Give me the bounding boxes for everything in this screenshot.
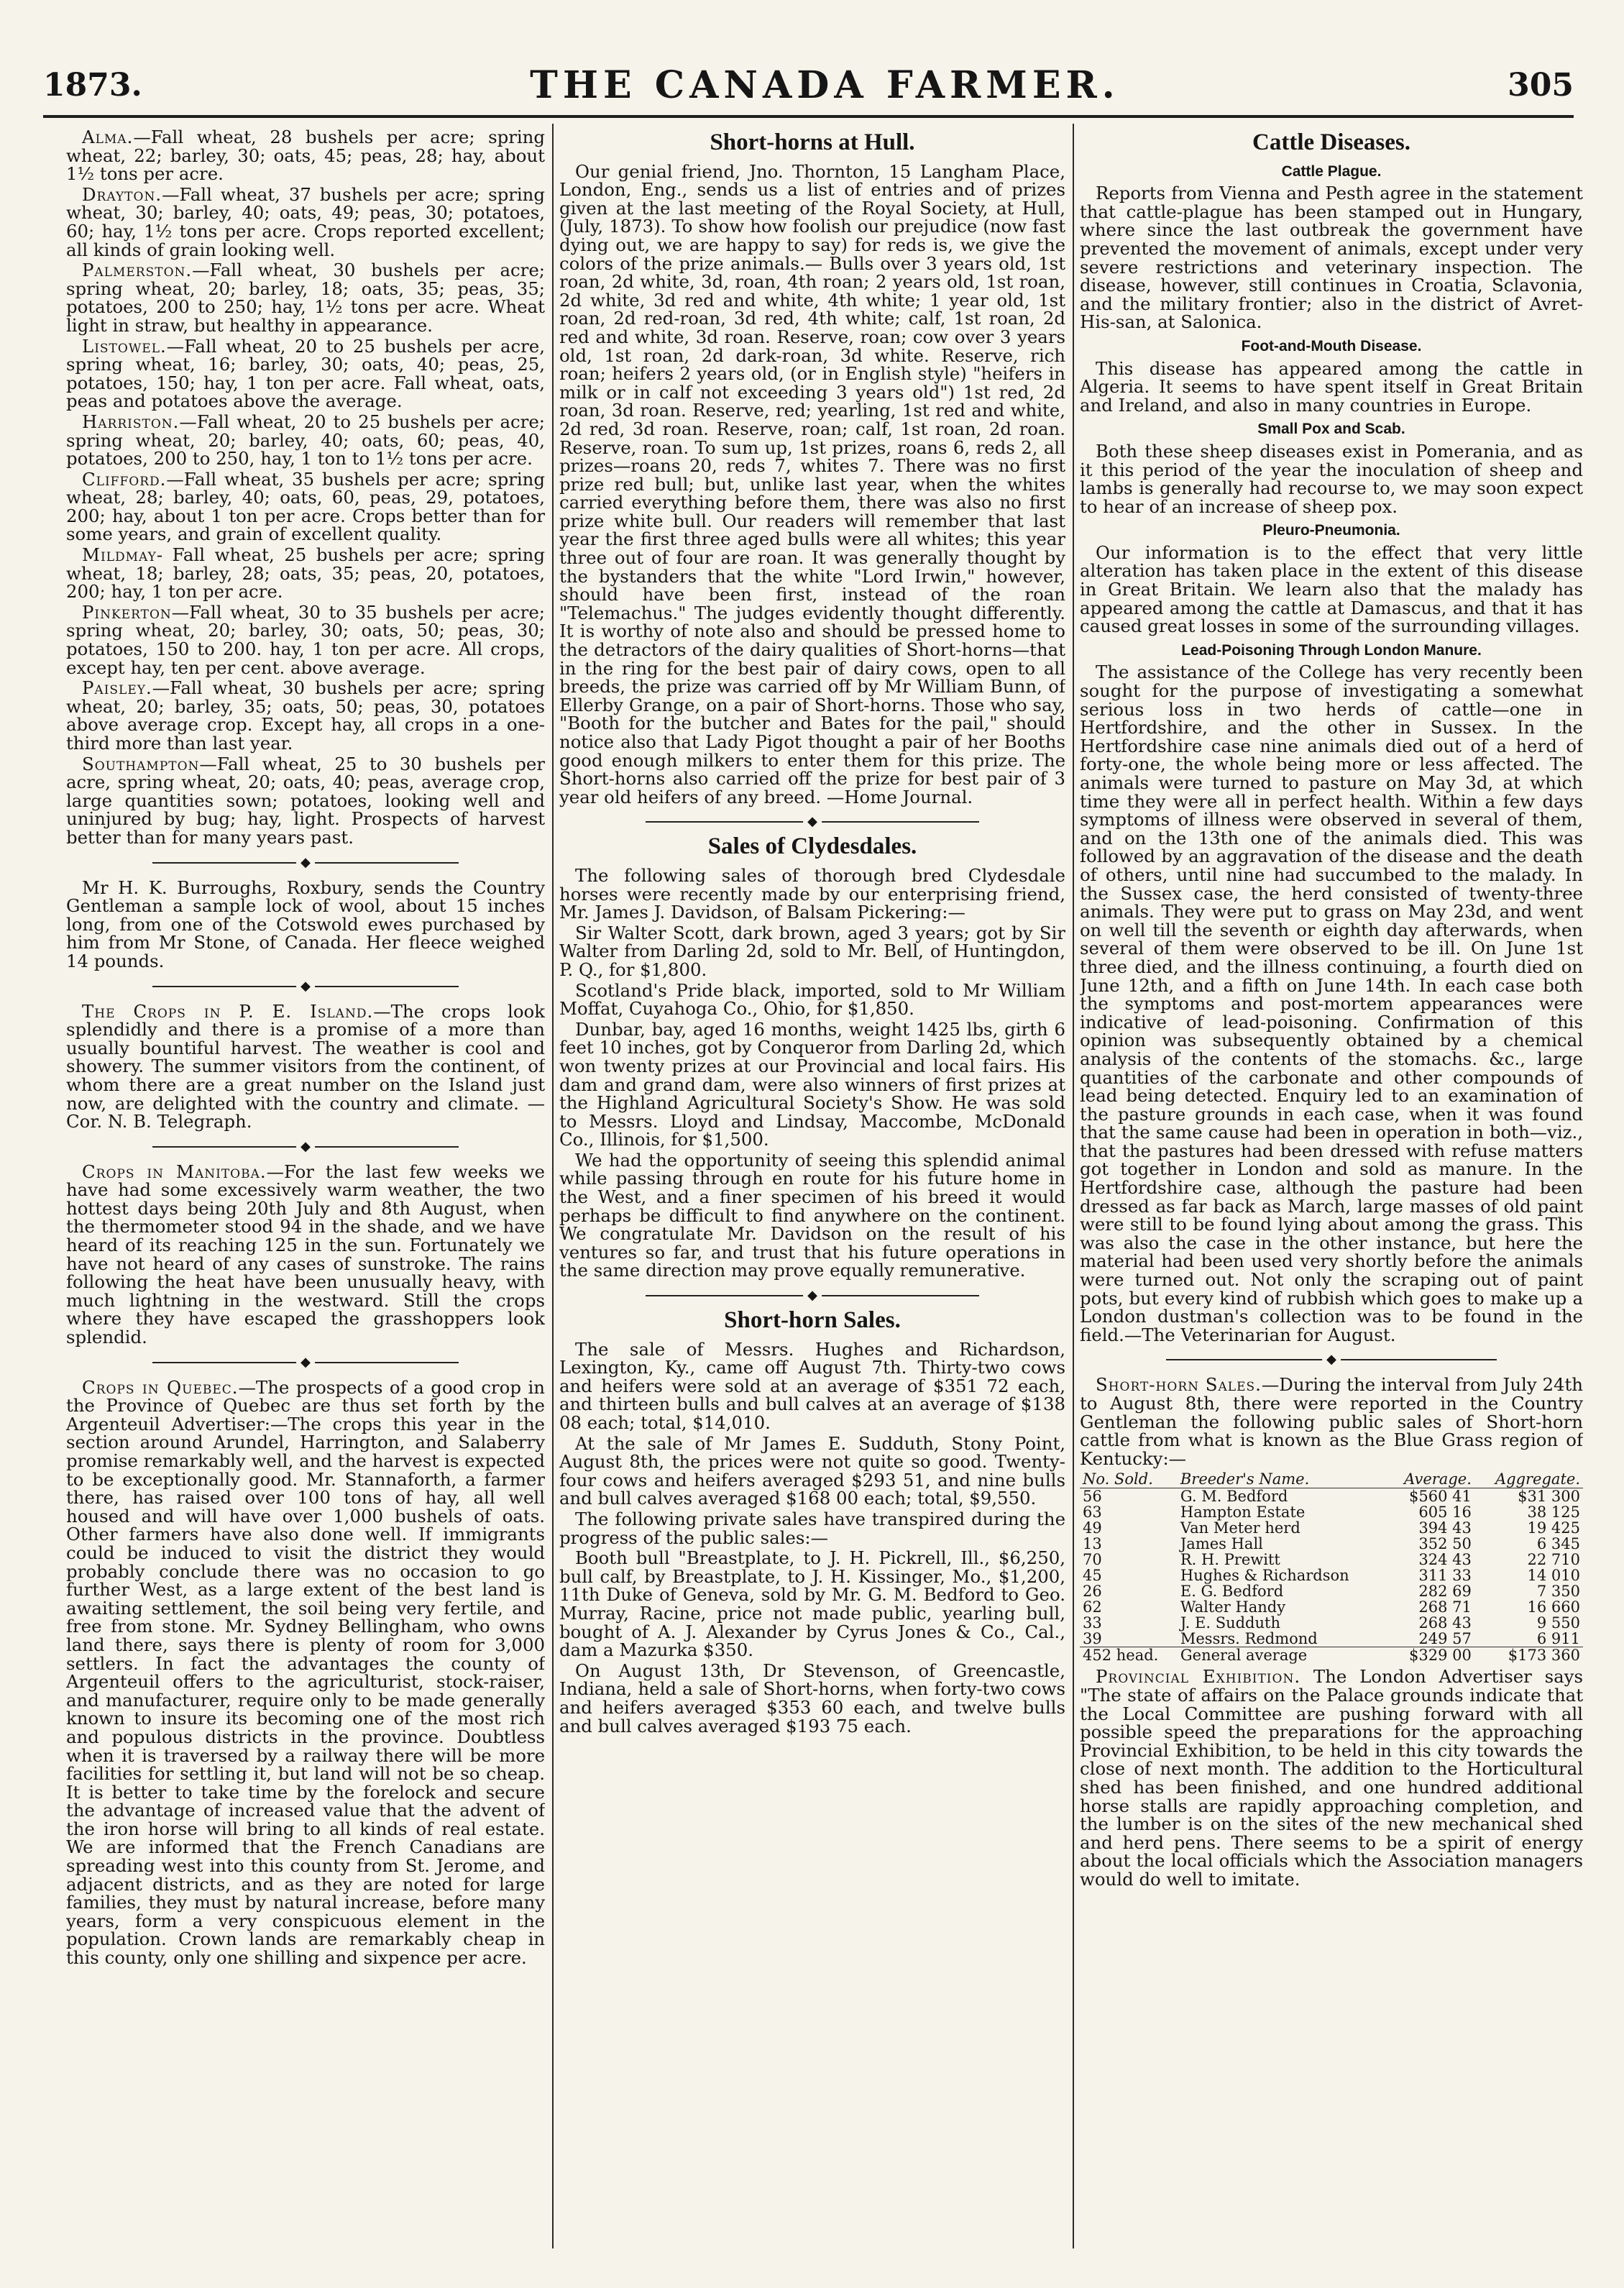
table-cell: $173 360 bbox=[1474, 1647, 1583, 1664]
crop-report bbox=[66, 183, 545, 260]
masthead-rule bbox=[43, 115, 1574, 118]
crop-report bbox=[66, 337, 545, 411]
table-row bbox=[1080, 1504, 1583, 1520]
table-cell: Walter Handy bbox=[1180, 1598, 1286, 1616]
clydesdale-sale: Dunbar, bay, aged 16 months, weight 1425 lbs, girth 6 feet 10 inches, got by Conqueror from Darling 2d, which won twenty prizes at our Provincial and local fairs. His dam and grand dam, were also winners of first prizes at the Highland Agricultural Society's Show. He was sold to Messrs. Lloyd and Lindsay, Maccombe, McDonald Co., Illinois, for $1,500. bbox=[559, 1018, 1065, 1150]
table-cell: 22 710 bbox=[1527, 1551, 1580, 1569]
table-cell: General average bbox=[1178, 1647, 1387, 1664]
manitoba-text: —For the last few weeks we have had some excessively warm weather, the two hottest days being 20th July and 8th August, when the thermometer stood 94 in the shade, and we have heard of its reaching 125 in the sun. Fortunately we have not heard of any cases of sunstroke. The rains following the heat have been unusually heavy, with much lightning in the westward. Still the crops where they have escaped the grasshoppers look splendid. bbox=[66, 1161, 545, 1348]
publication-title: THE CANADA FARMER. bbox=[530, 63, 1120, 107]
table-cell: 324 43 bbox=[1418, 1551, 1472, 1569]
hull-heading: Short-horns at Hull. bbox=[710, 129, 915, 155]
crop-report-text: —Fall wheat, 30 to 35 bushels per acre; spring wheat, 20; barley, 30; oats, 50; peas, 30; potatoes, 150 to 200. hay, 1 ton per acre. All crops, except hay, ten per cent. above average. bbox=[66, 601, 545, 678]
quebec-text: —The prospects of a good crop in the Province of Quebec are thus set forth by the Argenteuil Advertiser:—The crops this year in the section around Arundel, Harrington, and Salaberry promise remarkably well, and the harvest is expected to be exceptionally good. Mr. Stannaforth, a farmer there, has raised over 100 tons of hay, all well housed and will have over 1,000 bushels of oats. Other farmers have also done well. If immigrants could be induced to visit the district they would probably conclude there was no occasion to go further West, as a large extent of the best land is awaiting settlement, the soil being very fertile, and free from stone. Mr. Sydney Bellingham, who owns land there, says there is plenty of room for 3,000 settlers. In fact the advantages the county of Argenteuil offers to the agriculturist, stock-raiser, and manufacturer, require only to be made generally known to insure its becoming one of the most rich and populous districts in the province. Doubtless when it is traversed by a railway there will be more facilities for settling it, but land will not be so cheap. It is better to take time by the forelock and secure the advantage of increased value that the advent of the iron horse will bring to all kinds of real estate. We are informed that the French Canadians are spreading west into this county from St. Jerome, and adjacent districts, and as they are noted for large families, they must by natural increase, before many years, form a very conspicuous element in the population. Crown lands are remarkably cheap in this county, only one shilling and sixpence per acre. bbox=[66, 1376, 545, 1969]
cattle-diseases-heading: Cattle Diseases. bbox=[1252, 129, 1410, 155]
table-cell: Messrs. Redmond bbox=[1180, 1630, 1318, 1648]
sales-paragraph: On August 13th, Dr Stevenson, of Greencastle, Indiana, held a sale of Short-horns, when forty-two cows and heifers averaged $353 60 each, and twelve bulls and bull calves averaged $193 75 each. bbox=[559, 1660, 1065, 1736]
table-cell: James Hall bbox=[1180, 1535, 1263, 1553]
masthead bbox=[43, 63, 1574, 106]
crop-report-place: Pinkerton bbox=[82, 601, 172, 623]
table-cell: 63 bbox=[1083, 1504, 1102, 1521]
table-header-row bbox=[1080, 1470, 1583, 1488]
pleuro-pneumonia-paragraph: Our information is to the effect that very little alteration has taken place in the extent of this disease in Great Britain. We learn also that the malady has appeared among the cattle at Damascus, and that it has caused great losses in some of the surrounding villages. bbox=[1080, 541, 1583, 637]
issue-year: 1873. bbox=[43, 66, 142, 104]
manitoba-lead: Crops in Manitoba. bbox=[82, 1161, 267, 1182]
pei-lead: The Crops in P. E. Island. bbox=[82, 1000, 374, 1022]
crop-report bbox=[66, 413, 545, 468]
manitoba-paragraph bbox=[66, 1163, 545, 1347]
table-cell: Van Meter herd bbox=[1180, 1519, 1300, 1537]
separator bbox=[66, 979, 545, 992]
small-pox-paragraph: Both these sheep diseases exist in Pomerania, and as it this period of the year the inoculation of sheep and lambs is generally had recourse to, we may soon expect to hear of an increase of sheep pox. bbox=[1080, 440, 1583, 517]
table-cell: 311 33 bbox=[1418, 1567, 1472, 1585]
table-cell: 19 425 bbox=[1527, 1519, 1580, 1537]
clydesdale-sale: Sir Walter Scott, dark brown, aged 3 years; got by Sir Walter from Darling 2d, sold to Mr. Bell, of Huntingdon, P. Q., for $1,800. bbox=[559, 922, 1065, 980]
shorthorn-sales-heading: Short-horn Sales. bbox=[724, 1307, 901, 1334]
table-row bbox=[1080, 1647, 1583, 1664]
table-row bbox=[1080, 1583, 1583, 1599]
exhibition-paragraph bbox=[1080, 1667, 1583, 1888]
table-row bbox=[1080, 1488, 1583, 1505]
separator bbox=[559, 815, 1065, 828]
table-cell: 49 bbox=[1083, 1519, 1102, 1537]
crop-report-place: Mildmay bbox=[82, 544, 157, 566]
table-row bbox=[1080, 1536, 1583, 1552]
quebec-paragraph bbox=[66, 1378, 545, 1967]
crop-report-place: Clifford. bbox=[82, 468, 167, 490]
foot-and-mouth-paragraph: This disease has appeared among the cattle in Algeria. It seems to have spent itself in Great Britain and Ireland, and also in many countries in Europe. bbox=[1080, 357, 1583, 416]
crop-report-text: —Fall wheat, 37 bushels per acre; spring wheat, 30; barley, 40; oats, 49; peas, 30; potatoes, 60; hay, 1½ tons per acre. Crops reported excellent; all kinds of grain looking well. bbox=[66, 183, 545, 260]
table-cell: 38 125 bbox=[1527, 1504, 1580, 1521]
table-header: No. Sold. bbox=[1080, 1470, 1178, 1488]
sales-paragraph: At the sale of Mr James E. Sudduth, Stony Point, August 8th, the prices were not quite so good. Twenty-four cows and heifers averaged $293 51, and nine bulls and bull calves averaged $168 00 each; total, $9,550. bbox=[559, 1432, 1065, 1509]
crop-report-text: —Fall wheat, 28 bushels per acre; spring wheat, 22; barley, 30; oats, 45; peas, 28; hay, about 1½ tons per acre. bbox=[66, 128, 545, 185]
table-cell: G. M. Bedford bbox=[1180, 1488, 1288, 1506]
crop-report bbox=[66, 755, 545, 847]
page-number: 305 bbox=[1508, 66, 1574, 104]
table-cell: Hampton Estate bbox=[1180, 1504, 1306, 1521]
table-cell: 6 911 bbox=[1536, 1630, 1580, 1648]
cattle-plague-heading: Cattle Plague. bbox=[1281, 163, 1382, 180]
cattle-plague-paragraph: Reports from Vienna and Pesth agree in the statement that cattle-plague has been stamped out in Hungary, where since the last outbreak the government have prevented the movement of animals, except under very severe restrictions and veterinary inspection. The disease, however, still continues in Croatia, Sclavonia, and the military frontier; also in the district of Avret-His-san, at Salonica. bbox=[1080, 183, 1583, 333]
column-1 bbox=[66, 128, 545, 2249]
table-cell: 13 bbox=[1083, 1535, 1102, 1553]
kentucky-sales-paragraph bbox=[1080, 1376, 1583, 1468]
lead-poisoning-paragraph: The assistance of the College has very recently been sought for the purpose of investigating a somewhat serious loss in two herds of cattle—one in Hertfordshire, and the other in Sussex. In the Hertfordshire case nine animals died out of a herd of forty-one, the whole being more or less affected. The animals were turned to pasture on May 3d, at which time they were all in perfect health. Within a few days symptoms of illness were observed in several of them, and on the 13th one of the animals died. This was followed by an aggravation of the disease and the death of others, until nine had succumbed to the malady. In the Sussex case, the herd consisted of twenty-three animals. They were put to grass on May 23d, and went on well till the seventh or eighth day afterwards, when several of them were observed to be ill. On June 1st three died, and the illness continuing, a fourth died on June 12th, and a fifth on June 14th. In each case both the symptoms and post-mortem appearances were indicative of lead-poisoning. Confirmation of this opinion was subsequently obtained by a chemical analysis of the contents of the stomachs. &c., large quantities of the carbonate and other compounds of lead being detected. Enquiry led to an examination of the pasture grounds in each case, when it was found that the same cause had been in operation in both—viz., that the pastures had been dressed with refuse matters got together in London and sold as manure. In the Hertfordshire case, although the pasture had been dressed as far back as March, large masses of old paint were still to be found lying about among the grass. This was also the case in the other instance, but here the material had been used very shortly before the animals were turned out. Not only the scraping out of paint pots, but every kind of rubbish which goes to make up a London dustman's collection was to be found in the field.—The Veterinarian for August. bbox=[1080, 662, 1583, 1345]
crop-report-text: - Fall wheat, 25 bushels per acre; spring wheat, 18; barley, 28; oats, 35; peas, 20, potatoes, 200; hay, 1 ton per acre. bbox=[66, 544, 545, 603]
table-cell: 14 010 bbox=[1527, 1567, 1580, 1585]
table-header: Average. bbox=[1387, 1470, 1474, 1488]
crop-report bbox=[66, 679, 545, 752]
separator bbox=[66, 1355, 545, 1368]
crop-report-place: Harriston. bbox=[82, 411, 180, 432]
foot-and-mouth-heading: Foot-and-Mouth Disease. bbox=[1241, 337, 1422, 354]
table-cell: E. G. Bedford bbox=[1180, 1583, 1284, 1601]
table-cell: 268 71 bbox=[1418, 1598, 1472, 1616]
table-cell: 352 50 bbox=[1418, 1535, 1472, 1553]
table-body bbox=[1080, 1488, 1583, 1664]
crop-report bbox=[66, 603, 545, 677]
kentucky-sales-lead: Short-horn Sales. bbox=[1096, 1374, 1262, 1396]
separator bbox=[66, 1140, 545, 1153]
table-cell: R. H. Prewitt bbox=[1180, 1551, 1280, 1569]
table-header: Aggregate. bbox=[1474, 1470, 1583, 1488]
clydesdale-sale: Scotland's Pride black, imported, sold to Mr William Moffat, Cuyahoga Co., Ohio, for $1,850. bbox=[559, 979, 1065, 1020]
table-header: Breeder's Name. bbox=[1178, 1470, 1387, 1488]
pei-text: —The crops look splendidly and there is a promise of a more than usually bountiful harvest. The weather is cool and showery. The summer visitors from the continent, of whom there are a great number on the Island just now, are delighted with the country and climate. —Cor. N. B. Telegraph. bbox=[66, 1000, 545, 1132]
table-row bbox=[1080, 1599, 1583, 1615]
pleuro-pneumonia-heading: Pleuro-Pneumonia. bbox=[1262, 522, 1400, 539]
table-cell: 16 660 bbox=[1527, 1598, 1580, 1616]
crop-report-text: —Fall wheat, 20 to 25 bushels per acre; spring wheat, 20; barley, 40; oats, 60; peas, 40, potatoes, 200 to 250, hay, 1 ton to 1½ tons per acre. bbox=[66, 411, 545, 470]
table-cell: 452 head. bbox=[1080, 1647, 1178, 1664]
crop-report-place: Drayton. bbox=[82, 183, 162, 205]
crop-report-place: Paisley. bbox=[82, 677, 152, 699]
small-pox-heading: Small Pox and Scab. bbox=[1257, 421, 1405, 438]
clydesdales-intro: The following sales of thorough bred Clydesdale horses were recently made by our enterprising friend, Mr. James J. Davidson, of Balsam Pickering:— bbox=[559, 864, 1065, 923]
table-cell: 268 43 bbox=[1418, 1614, 1472, 1632]
crop-report-text: —Fall wheat, 35 bushels per acre; spring wheat, 28; barley, 40; oats, 60, peas, 29, potatoes, 200; hay, about 1 ton per acre. Crops better than for some years, and grain of excellent quality. bbox=[66, 468, 545, 545]
exhibition-text: The London Advertiser says "The state of affairs on the Palace grounds indicate that the Local Committee are pushing forward with all possible speed the preparations for the approaching Provincial Exhibition, to be held in this city towards the close of next month. The addition to the Horticultural shed has been finished, and one hundred additional horse stalls are rapidly approaching completion, and the lumber is on the sites of the new mechanical shed and herd pens. There seems to be a spirit of energy about the local officials which the Association managers would do well to imitate. bbox=[1080, 1666, 1583, 1890]
table-cell: 45 bbox=[1083, 1567, 1102, 1585]
separator bbox=[1080, 1353, 1583, 1365]
column-divider bbox=[1073, 124, 1074, 2248]
table-row bbox=[1080, 1631, 1583, 1647]
wool-paragraph: Mr H. K. Burroughs, Roxbury, sends the Country Gentleman a sample lock of wool, about 15 inches long, from one of the Cotswold ewes purchased by him from Mr Stone, of Canada. Her fleece weighed 14 pounds. bbox=[66, 877, 545, 971]
crop-report bbox=[66, 261, 545, 334]
table-cell: 70 bbox=[1083, 1551, 1102, 1569]
table-cell: 62 bbox=[1083, 1598, 1102, 1616]
table-row bbox=[1080, 1568, 1583, 1583]
crop-report-place: Alma. bbox=[82, 128, 134, 147]
table-cell: 6 345 bbox=[1536, 1535, 1580, 1553]
separator bbox=[559, 1289, 1065, 1301]
crop-report-text: —Fall wheat, 30 bushels per acre; spring wheat, 20; barley, 18; oats, 35; peas, 35; potatoes, 200 to 250; hay, 1½ tons per acre. Wheat light in straw, but healthy in appearance. bbox=[66, 260, 545, 336]
column-3 bbox=[1080, 128, 1583, 2249]
crop-report bbox=[66, 470, 545, 544]
sales-paragraph: The sale of Messrs. Hughes and Richardson, Lexington, Ky., came off August 7th. Thirty-two cows and heifers were sold at an average of $351 72 each, and thirteen bulls and bull calves at an average of $138 08 each; total, $14,010. bbox=[559, 1338, 1065, 1433]
table-cell: 249 57 bbox=[1418, 1630, 1472, 1648]
table-row bbox=[1080, 1615, 1583, 1631]
sales-paragraph: Booth bull "Breastplate, to J. H. Pickrell, Ill., $6,250, bull calf, by Breastplate, to J. H. Kissinger, Mo., $1,200, 11th Duke of Geneva, sold by Mr. G. M. Bedford to Geo. Murray, Racine, price not made public, yearling bull, bought of A. J. Alexander by Cyrus Jones & Co., Cal., dam a Mazurka $350. bbox=[559, 1547, 1065, 1661]
table-cell: $560 41 bbox=[1409, 1488, 1472, 1506]
table-cell: 282 69 bbox=[1418, 1583, 1472, 1601]
kentucky-sales-text: —During the interval from July 24th to August 8th, there were reported in the Country Gentleman the following public sales of Short-horn cattle from what is known as the Blue Grass region of Kentucky:— bbox=[1080, 1374, 1583, 1469]
table-cell: 9 550 bbox=[1536, 1614, 1580, 1632]
crop-report-text: —Fall wheat, 25 to 30 bushels per acre, spring wheat, 20; oats, 40; peas, average crop, large quantities sown; potatoes, looking well and uninjured by bug; hay, light. Prospects of harvest better than for many years past. bbox=[66, 753, 545, 848]
table-cell: $31 300 bbox=[1518, 1488, 1580, 1506]
table-cell: 39 bbox=[1083, 1630, 1102, 1648]
crop-report bbox=[66, 546, 545, 601]
clydesdales-heading: Sales of Clydesdales. bbox=[707, 833, 917, 860]
table-row bbox=[1080, 1520, 1583, 1536]
sales-table bbox=[1080, 1470, 1583, 1663]
sales-paragraph: The following private sales have transpired during the progress of the public sales:— bbox=[559, 1508, 1065, 1548]
table-cell: 26 bbox=[1083, 1583, 1102, 1601]
lead-poisoning-heading: Lead-Poisoning Through London Manure. bbox=[1181, 641, 1482, 659]
column-divider bbox=[552, 124, 554, 2248]
exhibition-lead: Provincial Exhibition. bbox=[1096, 1666, 1301, 1688]
column-2 bbox=[559, 128, 1065, 2249]
crop-reports bbox=[66, 128, 545, 847]
table-cell: 394 43 bbox=[1418, 1519, 1472, 1537]
crop-report-place: Southampton bbox=[82, 753, 200, 774]
hull-paragraph: Our genial friend, Jno. Thornton, 15 Langham Place, London, Eng., sends us a list of entries and of prizes given at the last meeting of the Royal Society, at Hull, (July, 1873). To show how foolish our prejudice (now fast dying out, we are happy to say) for reds is, we give the colors of the prize animals.— Bulls over 3 years old, 1st roan, 2d white, 3d, roan, 4th roan; 2 years old, 1st roan, 2d white, 3d red and white, 4th white; 1 year old, 1st roan, 2d red-roan, 3d red, 4th white; calf, 1st roan, 2d red and white, 3d roan. Reserve, roan; cow over 3 years old, 1st roan, 2d dark-roan, 3d white. Reserve, rich roan; heifers 2 years old, (or in English style) "heifers in milk or in calf not exceeding 3 years old") 1st red, 2d roan, 3d roan. Reserve, red; yearling, 1st red and white, 2d red, 3d roan. Reserve, roan; calf, 1st roan, 2d roan. Reserve, roan. To sum up, 1st prizes, roans 6, reds 2, all prizes—roans 20, reds 7, whites 7. There was no first prize red bull; but, unlike last year, when the whites carried everything before them, there was also no first prize white bull. Our readers will remember that last year the first three aged bulls were all whites; this year three out of four are roan. It was generally thought by the bystanders that the white "Lord Irwin," however, should have been first, instead of the roan "Telemachus." The judges evidently thought differently. It is worthy of note also and should be pressed home to the detractors of the dairy qualities of Short-horns—that in the ring for the best pair of dairy cows, open to all breeds, the prize was carried off by Mr William Bunn, of Ellerby Grange, on a pair of Short-horns. Those who say, "Booth for the butcher and Bates for the pail," should notice also that Lady Pigot thought a pair of her Booths good enough milkers to enter them for this prize. The Short-horns also carried off the prize for best pair of 3 year old heifers of any breed. —Home Journal. bbox=[559, 160, 1065, 807]
table-cell: 605 16 bbox=[1418, 1504, 1472, 1521]
separator bbox=[66, 856, 545, 869]
table-cell: 33 bbox=[1083, 1614, 1102, 1632]
table-cell: 7 350 bbox=[1536, 1583, 1580, 1601]
crop-report-text: —Fall wheat, 30 bushels per acre; spring wheat, 20; barley, 35; oats, 50; peas, 30, potatoes above average crop. Except hay, all crops in a one-third more than last year. bbox=[66, 677, 545, 754]
table-cell: J. E. Sudduth bbox=[1180, 1614, 1280, 1632]
clydesdales-closing: We had the opportunity of seeing this splendid animal while passing through en route for his future home in the West, and a finer specimen of his breed it would perhaps be difficult to find anywhere on the continent. We congratulate Mr. Davidson on the result of his ventures so far, and trust that his future operations in the same direction may prove equally remunerative. bbox=[559, 1149, 1065, 1281]
crop-report-text: —Fall wheat, 20 to 25 bushels per acre, spring wheat, 16; barley, 30; oats, 40; peas, 25, potatoes, 150; hay, 1 ton per acre. Fall wheat, oats, peas and potatoes above the average. bbox=[66, 335, 545, 412]
table-cell: Hughes & Richardson bbox=[1180, 1567, 1349, 1585]
table-row bbox=[1080, 1552, 1583, 1568]
quebec-lead: Crops in Quebec. bbox=[82, 1376, 239, 1398]
table-cell: $329 00 bbox=[1387, 1647, 1474, 1664]
crop-report-place: Listowel. bbox=[82, 335, 167, 357]
table-cell: 56 bbox=[1083, 1488, 1102, 1506]
pei-paragraph bbox=[66, 1002, 545, 1131]
crop-report bbox=[66, 128, 545, 183]
crop-report-place: Palmerston. bbox=[82, 260, 193, 281]
